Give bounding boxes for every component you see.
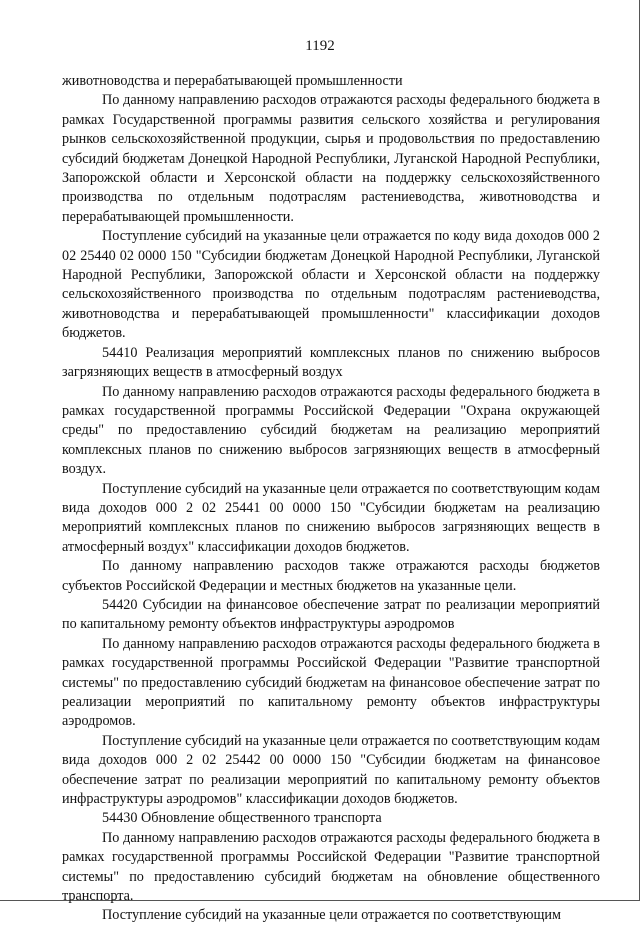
paragraph: Поступление субсидий на указанные цели отражается по соответствующим кодам вида доходов 000 2 02 25442 00 0000 150 "Субсидии бюджетам на финансовое обеспечение затрат по реализации мероприятий по капитальному ремонту объектов инфраструктуры аэродромов" классификации доходов бюджетов. <box>62 732 600 808</box>
paragraph: По данному направлению расходов также отражаются расходы бюджетов субъектов Российской Федерации и местных бюджетов на указанные цели. <box>62 558 600 594</box>
paragraph: Поступление субсидий на указанные цели отражается по коду вида доходов 000 2 02 25440 02 0000 150 "Субсидии бюджетам Донецкой Народной Республики, Луганской Народной Республики, Запорожской области и Херсонской области на поддержку сельскохозяйственного производства по отдельным подотраслям растениеводства, животноводства и перерабатывающей промышленности" классификации доходов бюджетов. <box>62 228 600 342</box>
section-heading-54410: 54410 Реализация мероприятий комплексных планов по снижению выбросов загрязняющих веществ в атмосферный воздух <box>62 344 600 381</box>
section-heading-54420: 54420 Субсидии на финансовое обеспечение затрат по реализации мероприятий по капитальному ремонту объектов инфраструктуры аэродромов <box>62 596 600 633</box>
paragraph: По данному направлению расходов отражаются расходы федерального бюджета в рамках Государственной программы развития сельского хозяйства и регулирования рынков сельскохозяйственной продукции, сырья и продовольствия по предоставлению субсидий бюджетам Донецкой Народной Республики, Луганской Народной Республики, Запорожской области и Херсонской области на поддержку сельскохозяйственного производства по отдельным подотраслям растениеводства, животноводства и перерабатывающей промышленности. <box>62 92 600 225</box>
paragraph: Поступление субсидий на указанные цели отражается по соответствующим <box>102 907 561 924</box>
page-number: 1192 <box>305 38 335 54</box>
paragraph: По данному направлению расходов отражаются расходы федерального бюджета в рамках государственной программы Российской Федерации "Охрана окружающей среды" по предоставлению субсидий бюджетам на реализацию мероприятий комплексных планов по снижению выбросов загрязняющих веществ в атмосферный воздух. <box>62 383 600 478</box>
paragraph: По данному направлению расходов отражаются расходы федерального бюджета в рамках государственной программы Российской Федерации "Развитие транспортной системы" по предоставлению субсидий бюджетам на финансовое обеспечение затрат по реализации мероприятий по капитальному ремонту объектов инфраструктуры аэродромов. <box>62 635 600 730</box>
paragraph-continuation: животноводства и перерабатывающей промышленности <box>62 73 403 89</box>
document-body <box>62 72 600 926</box>
paragraph: По данному направлению расходов отражаются расходы федерального бюджета в рамках государственной программы Российской Федерации "Развитие транспортной системы" по предоставлению субсидий бюджетам на обновление общественного транспорта. <box>62 829 600 905</box>
paragraph: Поступление субсидий на указанные цели отражается по соответствующим кодам вида доходов 000 2 02 25441 00 0000 150 "Субсидии бюджетам на реализацию мероприятий комплексных планов по снижению выбросов загрязняющих веществ в атмосферный воздух" классификации доходов бюджетов. <box>62 480 600 555</box>
section-heading-54430: 54430 Обновление общественного транспорта <box>102 810 382 827</box>
